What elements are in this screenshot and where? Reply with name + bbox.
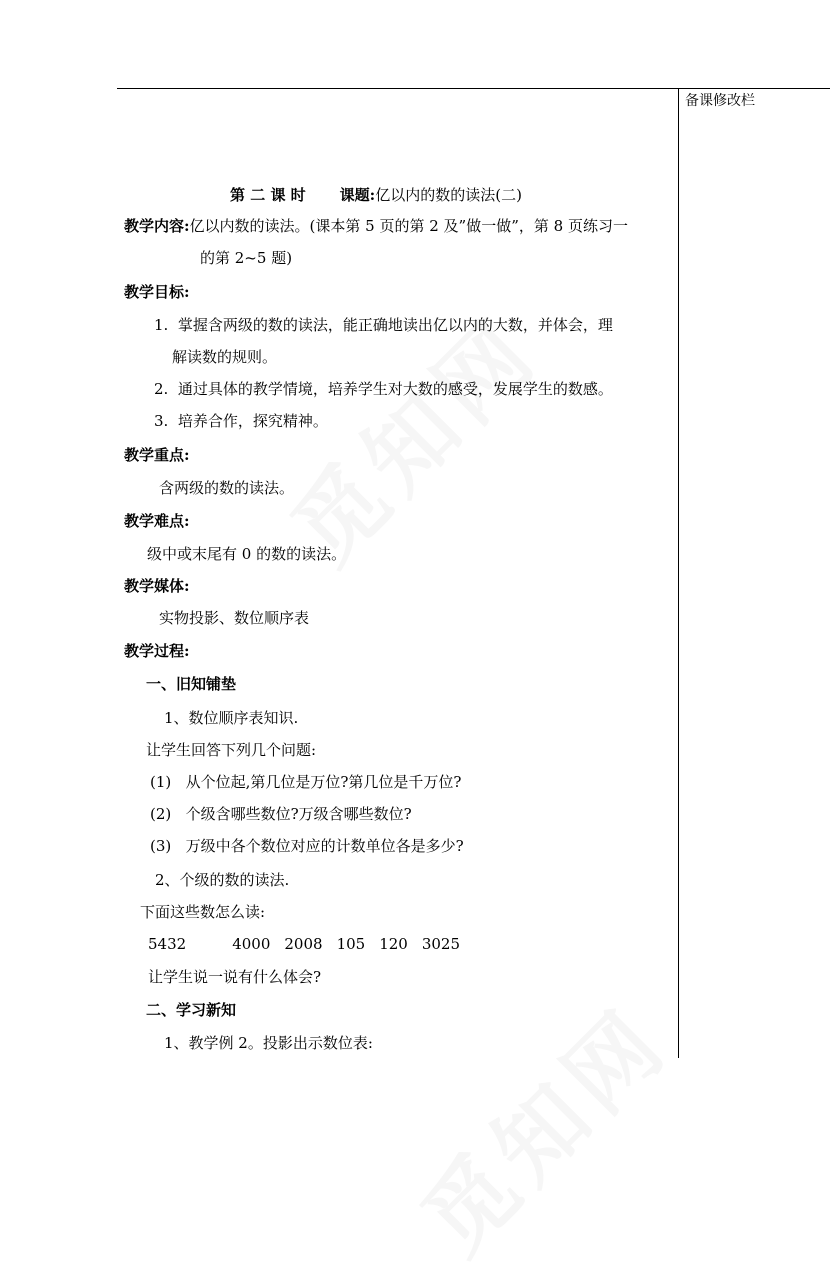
- question-text: 个级含哪些数位?万级含哪些数位?: [185, 805, 412, 823]
- media-text: 实物投影、数位顺序表: [159, 609, 310, 627]
- question-number: (1): [150, 773, 172, 791]
- goals-label: 教学目标:: [124, 283, 190, 301]
- question-text: 从个位起,第几位是万位?第几位是千万位?: [185, 773, 462, 791]
- difficulty-text: 级中或末尾有 0 的数的读法。: [147, 545, 347, 563]
- goal-number: 1.: [154, 316, 169, 334]
- goal-item: [154, 378, 613, 400]
- step-item: 1、教学例 2。投影出示数位表:: [164, 1034, 373, 1052]
- topic-label: 课题:: [339, 186, 376, 204]
- content-text: 亿以内数的读法。(课本第 5 页的第 2 及”做一做”，第 8 页练习一: [189, 217, 628, 235]
- number-item: 4000: [232, 935, 271, 953]
- topic: 亿以内的数的读法(二): [375, 186, 522, 204]
- number-list: [148, 933, 474, 955]
- goal-number: 3.: [154, 412, 169, 430]
- question-item: [150, 803, 412, 825]
- number-item: 2008: [284, 935, 323, 953]
- goal-item: [154, 314, 613, 336]
- question-number: (3): [150, 837, 172, 855]
- lesson-notes-column-label: 备课修改栏: [685, 93, 755, 109]
- number-item: 3025: [421, 935, 461, 953]
- goal-text: 培养合作，探究精神。: [177, 412, 328, 430]
- lesson-title: [230, 184, 522, 206]
- goal-item: [154, 410, 328, 432]
- media-label: 教学媒体:: [124, 577, 190, 595]
- goal-text-continued: 解读数的规则。: [172, 348, 278, 366]
- difficulty-label: 教学难点:: [124, 512, 190, 530]
- number-item: 5432: [148, 935, 187, 953]
- step-item: 2、个级的数的读法.: [155, 871, 290, 889]
- discussion-prompt: 让学生说一说有什么体会?: [148, 968, 322, 986]
- question-prompt: 让学生回答下列几个问题:: [146, 741, 317, 759]
- goal-text: 掌握含两级的数的读法，能正确地读出亿以内的大数，并体会，理: [177, 316, 613, 334]
- process-label: 教学过程:: [124, 642, 190, 660]
- session-label: 第 二 课 时: [230, 186, 306, 204]
- margin-divider: [678, 88, 679, 1058]
- content-text-continued: 的第 2~5 题): [200, 249, 293, 267]
- content-line: [124, 215, 628, 237]
- number-item: 120: [379, 935, 408, 953]
- section-heading: 一、旧知铺垫: [146, 675, 237, 693]
- step-item: 1、数位顺序表知识.: [164, 709, 299, 727]
- read-prompt: 下面这些数怎么读:: [140, 903, 266, 921]
- section-heading: 二、学习新知: [146, 1001, 237, 1019]
- question-text: 万级中各个数位对应的计数单位各是多少?: [185, 837, 464, 855]
- question-number: (2): [150, 805, 172, 823]
- question-item: [150, 835, 464, 857]
- goal-text: 通过具体的教学情境，培养学生对大数的感受，发展学生的数感。: [177, 380, 613, 398]
- watermark: [388, 973, 692, 1277]
- content-label: 教学内容:: [124, 217, 190, 235]
- number-item: 105: [336, 935, 366, 953]
- key-point-text: 含两级的数的读法。: [159, 479, 295, 497]
- question-item: [150, 771, 461, 793]
- top-rule: [117, 88, 830, 89]
- key-point-label: 教学重点:: [124, 446, 190, 464]
- goal-number: 2.: [154, 380, 169, 398]
